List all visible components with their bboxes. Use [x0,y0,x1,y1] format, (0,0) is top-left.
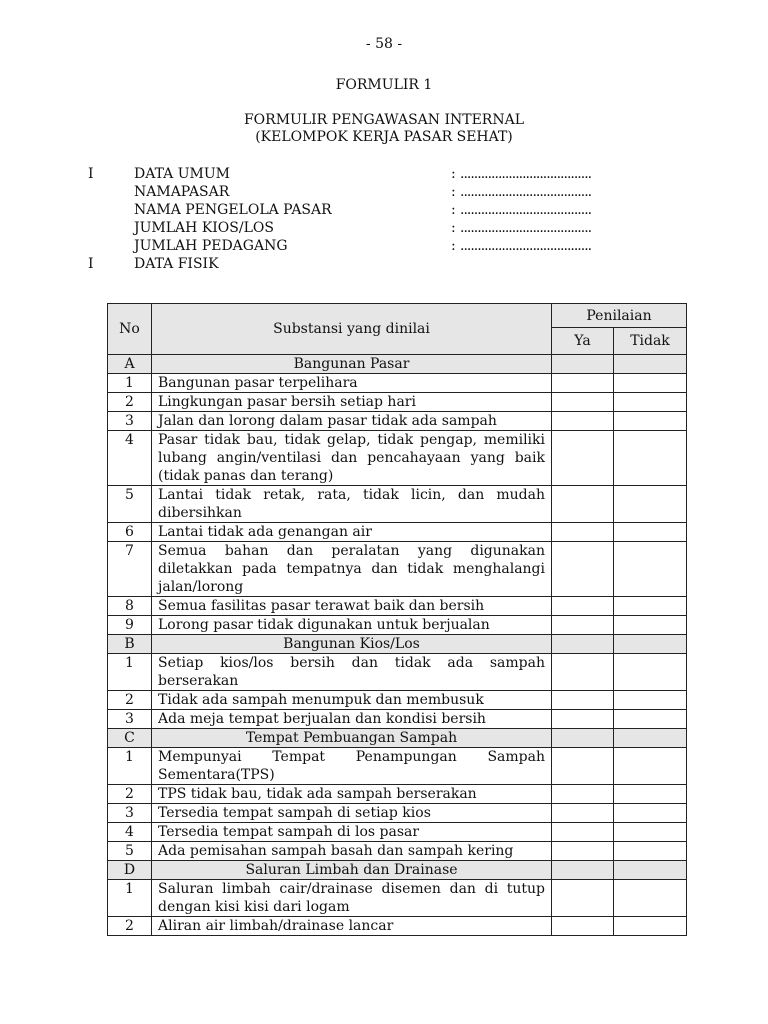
section-title: Tempat Pembuangan Sampah [152,729,552,748]
table-row [108,842,687,861]
rating-yes-cell[interactable] [552,597,614,616]
info-blank: ...................................... [460,184,592,200]
rating-yes-cell[interactable] [552,729,614,748]
rating-yes-cell[interactable] [552,748,614,785]
table-row [108,523,687,542]
rating-yes-cell[interactable] [552,635,614,654]
item-number: 7 [108,542,152,597]
section-title: Bangunan Pasar [152,355,552,374]
rating-no-cell[interactable] [614,917,687,936]
info-row-data-fisik [88,255,688,273]
section-title: Bangunan Kios/Los [152,635,552,654]
item-number: 9 [108,616,152,635]
rating-no-cell[interactable] [614,804,687,823]
section-row [108,729,687,748]
rating-yes-cell[interactable] [552,542,614,597]
table-row [108,691,687,710]
assessment-table [107,303,687,936]
item-text: Aliran air limbah/drainase lancar [152,917,552,936]
rating-yes-cell[interactable] [552,823,614,842]
rating-no-cell[interactable] [614,486,687,523]
item-number: 3 [108,710,152,729]
rating-no-cell[interactable] [614,542,687,597]
rating-no-cell[interactable] [614,523,687,542]
rating-no-cell[interactable] [614,412,687,431]
item-text: Semua bahan dan peralatan yang digunakan diletakkan pada tempatnya dan tidak menghalangi jalan/lorong [152,542,552,597]
rating-yes-cell[interactable] [552,355,614,374]
rating-no-cell[interactable] [614,880,687,917]
table-row [108,785,687,804]
info-blank: ...................................... [460,238,592,254]
item-number: 2 [108,393,152,412]
item-number: 1 [108,374,152,393]
section-code: A [108,355,152,374]
item-text: Ada meja tempat berjualan dan kondisi bersih [152,710,552,729]
rating-yes-cell[interactable] [552,691,614,710]
section-code: B [108,635,152,654]
item-number: 4 [108,823,152,842]
info-colon: : [451,202,456,218]
rating-no-cell[interactable] [614,654,687,691]
item-text: Tersedia tempat sampah di los pasar [152,823,552,842]
info-label: JUMLAH KIOS/LOS [134,220,274,236]
section-row [108,861,687,880]
rating-no-cell[interactable] [614,393,687,412]
rating-yes-cell[interactable] [552,785,614,804]
rating-yes-cell[interactable] [552,486,614,523]
rating-no-cell[interactable] [614,635,687,654]
section-row [108,355,687,374]
rating-yes-cell[interactable] [552,804,614,823]
info-label: DATA FISIK [134,256,219,272]
item-text: Lantai tidak ada genangan air [152,523,552,542]
rating-no-cell[interactable] [614,748,687,785]
item-text: Jalan dan lorong dalam pasar tidak ada sampah [152,412,552,431]
info-row-pedagang [88,237,688,255]
rating-no-cell[interactable] [614,374,687,393]
item-number: 6 [108,523,152,542]
item-text: Setiap kios/los bersih dan tidak ada sampah berserakan [152,654,552,691]
rating-yes-cell[interactable] [552,616,614,635]
rating-no-cell[interactable] [614,861,687,880]
item-number: 1 [108,880,152,917]
header-substance: Substansi yang dinilai [152,304,552,355]
rating-no-cell[interactable] [614,710,687,729]
info-blank: ...................................... [460,220,592,236]
page-number: - 58 - [365,36,403,52]
section-roman: I [88,256,94,272]
info-row-kios-los [88,219,688,237]
table-row [108,917,687,936]
rating-no-cell[interactable] [614,823,687,842]
table-row [108,486,687,523]
section-title: Saluran Limbah dan Drainase [152,861,552,880]
rating-no-cell[interactable] [614,729,687,748]
table-row [108,597,687,616]
item-number: 5 [108,842,152,861]
rating-yes-cell[interactable] [552,523,614,542]
item-number: 2 [108,917,152,936]
rating-yes-cell[interactable] [552,861,614,880]
table-row [108,804,687,823]
info-row-nama-pasar [88,183,688,201]
section-row [108,635,687,654]
info-colon: : [451,184,456,200]
rating-yes-cell[interactable] [552,393,614,412]
section-code: C [108,729,152,748]
table-row [108,393,687,412]
form-label: FORMULIR 1 [335,77,433,93]
header-rating: Penilaian [552,304,687,328]
item-text: Tidak ada sampah menumpuk dan membusuk [152,691,552,710]
info-label: NAMA PENGELOLA PASAR [134,202,332,218]
table-row [108,823,687,842]
title-line-1: FORMULIR PENGAWASAN INTERNAL [243,112,525,128]
header-no-rating: Tidak [614,328,687,355]
table-row [108,431,687,486]
item-number: 1 [108,748,152,785]
info-row-data-umum [88,165,688,183]
info-label: NAMAPASAR [134,184,230,200]
rating-yes-cell[interactable] [552,431,614,486]
item-text: Lorong pasar tidak digunakan untuk berjualan [152,616,552,635]
item-text: Pasar tidak bau, tidak gelap, tidak pengap, memiliki lubang angin/ventilasi dan pencahayaan yang baik (tidak panas dan terang) [152,431,552,486]
page-title [0,112,768,146]
rating-no-cell[interactable] [614,431,687,486]
rating-yes-cell[interactable] [552,412,614,431]
info-label: DATA UMUM [134,166,230,182]
rating-no-cell[interactable] [614,842,687,861]
item-text: Lingkungan pasar bersih setiap hari [152,393,552,412]
item-number: 5 [108,486,152,523]
table-row [108,654,687,691]
info-colon: : [451,220,456,236]
info-colon: : [451,166,456,182]
rating-yes-cell[interactable] [552,842,614,861]
table-row [108,880,687,917]
rating-yes-cell[interactable] [552,374,614,393]
rating-yes-cell[interactable] [552,710,614,729]
item-text: Lantai tidak retak, rata, tidak licin, dan mudah dibersihkan [152,486,552,523]
item-number: 2 [108,691,152,710]
rating-no-cell[interactable] [614,691,687,710]
table-row [108,412,687,431]
item-text: Mempunyai Tempat Penampungan Sampah Sementara(TPS) [152,748,552,785]
item-text: Bangunan pasar terpelihara [152,374,552,393]
rating-no-cell[interactable] [614,597,687,616]
item-text: Tersedia tempat sampah di setiap kios [152,804,552,823]
item-text: Saluran limbah cair/drainase disemen dan di tutup dengan kisi kisi dari logam [152,880,552,917]
item-number: 8 [108,597,152,616]
rating-no-cell[interactable] [614,785,687,804]
header-yes: Ya [552,328,614,355]
item-number: 3 [108,412,152,431]
header-no: No [108,304,152,355]
info-colon: : [451,238,456,254]
section-roman: I [88,166,94,182]
table-row [108,748,687,785]
rating-yes-cell[interactable] [552,917,614,936]
table-row [108,710,687,729]
table-row [108,542,687,597]
table-body [108,355,687,936]
info-blank: ...................................... [460,166,592,182]
item-text: Ada pemisahan sampah basah dan sampah kering [152,842,552,861]
table-row [108,616,687,635]
section-code: D [108,861,152,880]
rating-no-cell[interactable] [614,355,687,374]
rating-yes-cell[interactable] [552,654,614,691]
item-text: TPS tidak bau, tidak ada sampah berserakan [152,785,552,804]
item-number: 2 [108,785,152,804]
rating-no-cell[interactable] [614,616,687,635]
table-row [108,374,687,393]
item-number: 4 [108,431,152,486]
general-data-block [88,165,688,273]
item-number: 3 [108,804,152,823]
info-row-pengelola [88,201,688,219]
title-line-2: (KELOMPOK KERJA PASAR SEHAT) [255,129,513,145]
item-number: 1 [108,654,152,691]
item-text: Semua fasilitas pasar terawat baik dan bersih [152,597,552,616]
rating-yes-cell[interactable] [552,880,614,917]
info-label: JUMLAH PEDAGANG [134,238,288,254]
info-blank: ...................................... [460,202,592,218]
